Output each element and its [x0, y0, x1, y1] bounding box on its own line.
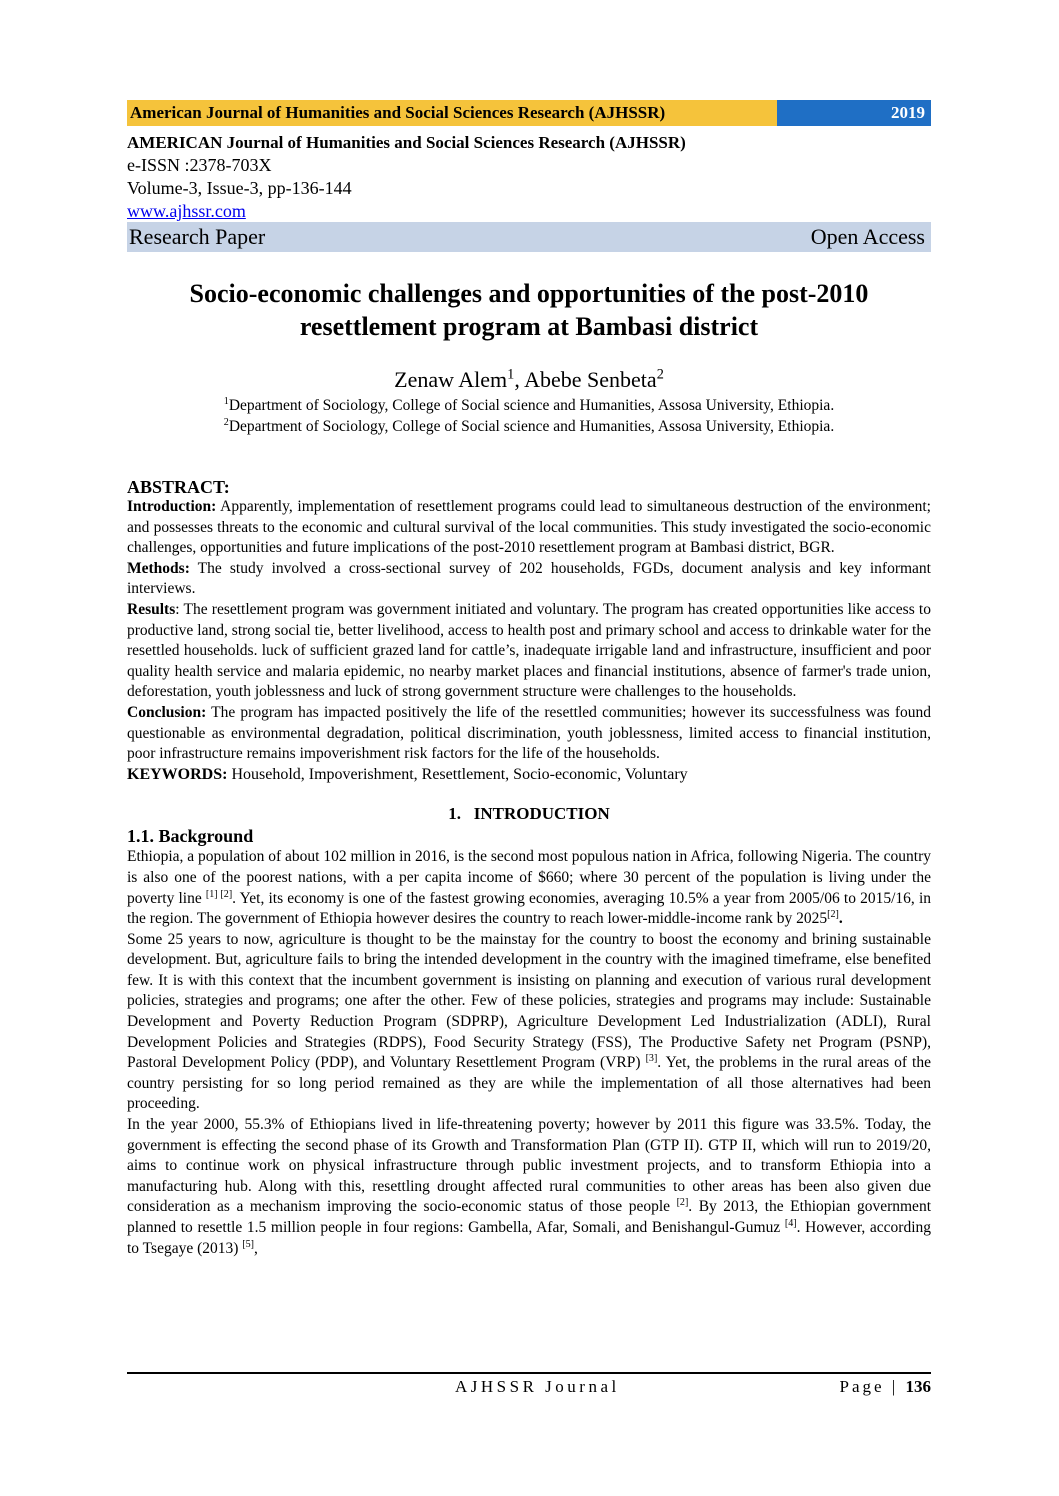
intro-p3-text-a: In the year 2000, 55.3% of Ethiopians lived in life-threatening poverty; however by 2011 this figure was 33.5%. Today, the government is effecting the second phase of its Growth and Transformation Plan (GTP II). GTP II, which will run to 2019/20, aims to continue work on physical infrastructure through public investment projects, and to transform Ethiopia into a manufacturing hub. Along with this, resettling drought affected rural communities to other areas has been also given due consideration as a mechanism improving the socio-economic status of those people: [127, 1116, 931, 1216]
citation-ref: [5]: [242, 1238, 255, 1250]
citation-ref: [1] [2]: [205, 888, 233, 900]
footer-journal: AJHSSR Journal: [455, 1377, 620, 1396]
abstract-conclusion: [127, 703, 931, 765]
intro-p2-text-b: . Yet, the problems in the rural areas of the country persisting for so long period remained as they are while the implementation of all those alternatives had been proceeding.: [127, 1054, 931, 1113]
author-2-sup: 2: [656, 366, 664, 383]
keywords-text: Household, Impoverishment, Resettlement, Socio-economic, Voluntary: [227, 765, 688, 783]
author-1: Zenaw Alem: [394, 367, 508, 392]
paper-title-line-1: Socio-economic challenges and opportunities of the post-2010: [189, 279, 869, 308]
abstract-intro-label: Introduction:: [127, 498, 217, 515]
author-separator: ,: [514, 367, 525, 392]
authors: [127, 367, 931, 393]
abstract-introduction: [127, 497, 931, 559]
abstract-results: [127, 600, 931, 703]
footer-page-number: 136: [905, 1377, 931, 1396]
citation-ref: [2]: [827, 908, 839, 920]
affiliation-1-sup: 1: [223, 395, 229, 407]
abstract-conclusion-text: The program has impacted positively the life of the resettled communities; however its successfulness was found questionable as environmental degradation, political discrimination, youth joblessness, limited access to financial institution, poor infrastructure remains impoverishment risk factors for the life of the households.: [127, 703, 931, 763]
journal-name: AMERICAN Journal of Humanities and Social Sciences Research (AJHSSR): [127, 133, 686, 152]
abstract-methods-label: Methods:: [127, 559, 190, 577]
paper-type: Research Paper: [129, 224, 266, 249]
abstract-heading: ABSTRACT:: [127, 477, 230, 497]
affiliation-2-sup: 2: [223, 416, 229, 428]
intro-paragraph-1: [127, 847, 931, 929]
journal-website-link[interactable]: www.ajhssr.com: [127, 201, 246, 221]
page-footer: [127, 1372, 931, 1396]
intro-p2-text-a: Some 25 years to now, agriculture is thought to be the mainstay for the country to boost the economy and brining sustainable development. But, agriculture fails to bring the intended development in the country with the imagined timeframe, else benefited few. It is with this context that the incumbent government is insisting on planning and execution of various rural development policies, strategies and programs; one after the other. Few of these policies, strategies and programs may include: Sustainable Development and Poverty Reduction Program (SDPRP), Agriculture Development Led Industrialization (ADLI), Rural Development Policies and Strategies (RDPS), Food Security Strategy (FSS), The Productive Safety net Program (PSNP), Pastoral Development Policy (PDP), and Voluntary Resettlement Program (VRP): [127, 930, 931, 1072]
intro-p3-text-d: ,: [254, 1239, 258, 1257]
author-1-sup: 1: [507, 366, 515, 383]
intro-p3-text-b: . By 2013, the Ethiopian government planned to resettle 1.5 million people in four regions: Gambella, Afar, Somali, and Benishangul-Gumuz: [127, 1198, 931, 1236]
abstract-intro-text: Apparently, implementation of resettlement programs could lead to simultaneous destruction of the environment; and possesses threats to the economic and cultural survival of the local communities. This study investigated the socio-economic challenges, opportunities and future implications of the post-2010 resettlement program at Bambasi district, BGR.: [127, 498, 931, 557]
intro-p3-text-c: . However, according to Tsegaye (2013): [127, 1219, 932, 1257]
access-type: Open Access: [810, 224, 925, 249]
affiliation-1-text: Department of Sociology, College of Social science and Humanities, Assosa University, Ethiopia.: [228, 397, 835, 414]
paper-title-line-2: resettlement program at Bambasi district: [299, 312, 759, 341]
abstract-methods: [127, 559, 931, 600]
paper-page: [127, 100, 931, 1259]
intro-p1-text-c: .: [838, 910, 843, 928]
affiliation-2-text: Department of Sociology, College of Social science and Humanities, Assosa University, Ethiopia.: [228, 418, 835, 435]
intro-paragraph-3: [127, 1115, 931, 1259]
intro-paragraph-2: [127, 930, 931, 1115]
journal-banner: [127, 100, 931, 126]
issn: e-ISSN :2378-703X: [127, 155, 272, 175]
journal-banner-year: 2019: [777, 100, 931, 126]
citation-ref: [4]: [784, 1217, 797, 1229]
keywords-label: KEYWORDS:: [127, 765, 228, 783]
abstract-conclusion-label: Conclusion:: [127, 703, 207, 721]
paper-type-bar: [127, 222, 931, 252]
subsection-heading-background: 1.1. Background: [127, 826, 254, 847]
affiliation-1: [127, 395, 931, 416]
author-2: Abebe Senbeta: [524, 367, 657, 392]
journal-meta: [127, 131, 931, 223]
footer-page-label: Page |: [839, 1377, 906, 1396]
abstract-methods-text: The study involved a cross-sectional survey of 202 households, FGDs, document analysis and key informant interviews.: [127, 559, 931, 598]
affiliations: [127, 395, 931, 437]
volume-info: Volume-3, Issue-3, pp-136-144: [127, 178, 352, 198]
section-heading-introduction: 1. INTRODUCTION: [448, 804, 610, 824]
affiliation-2: [127, 416, 931, 437]
footer-page: [840, 1377, 931, 1397]
journal-banner-title: American Journal of Humanities and Social Sciences Research (AJHSSR): [127, 100, 777, 126]
intro-p1-text-b: . Yet, its economy is one of the fastest growing economies, averaging 10.5% a year from 2005/06 to 2015/16, in the region. The government of Ethiopia however desires the country to reach lower-middle-income rank by 2025: [127, 889, 931, 928]
intro-p1-text-a: Ethiopia, a population of about 102 million in 2016, is the second most populous nation in Africa, following Nigeria. The country is also one of the poorest nations, with a per capita income of $660; where 30 percent of the population is living under the poverty line: [127, 848, 931, 907]
citation-ref: [2]: [676, 1197, 689, 1209]
abstract-results-label: Results: [127, 600, 176, 618]
paper-title: [127, 277, 931, 343]
keywords: [127, 765, 931, 786]
abstract-results-text: : The resettlement program was government initiated and voluntary. The program has created opportunities like access to productive land, strong social tie, better livelihood, access to health post and primary school and access to drinkable water for the resettled households. luck of sufficient grazed land for cattle’s, inadequate irrigable land and infrastructure, insufficient and poor quality health service and malaria epidemic, no nearby market places and financial institutions, absence of farmer's trade union, deforestation, youth joblessness and luck of strong government structure were challenges to the households.: [127, 600, 931, 701]
citation-ref: [3]: [645, 1053, 658, 1065]
